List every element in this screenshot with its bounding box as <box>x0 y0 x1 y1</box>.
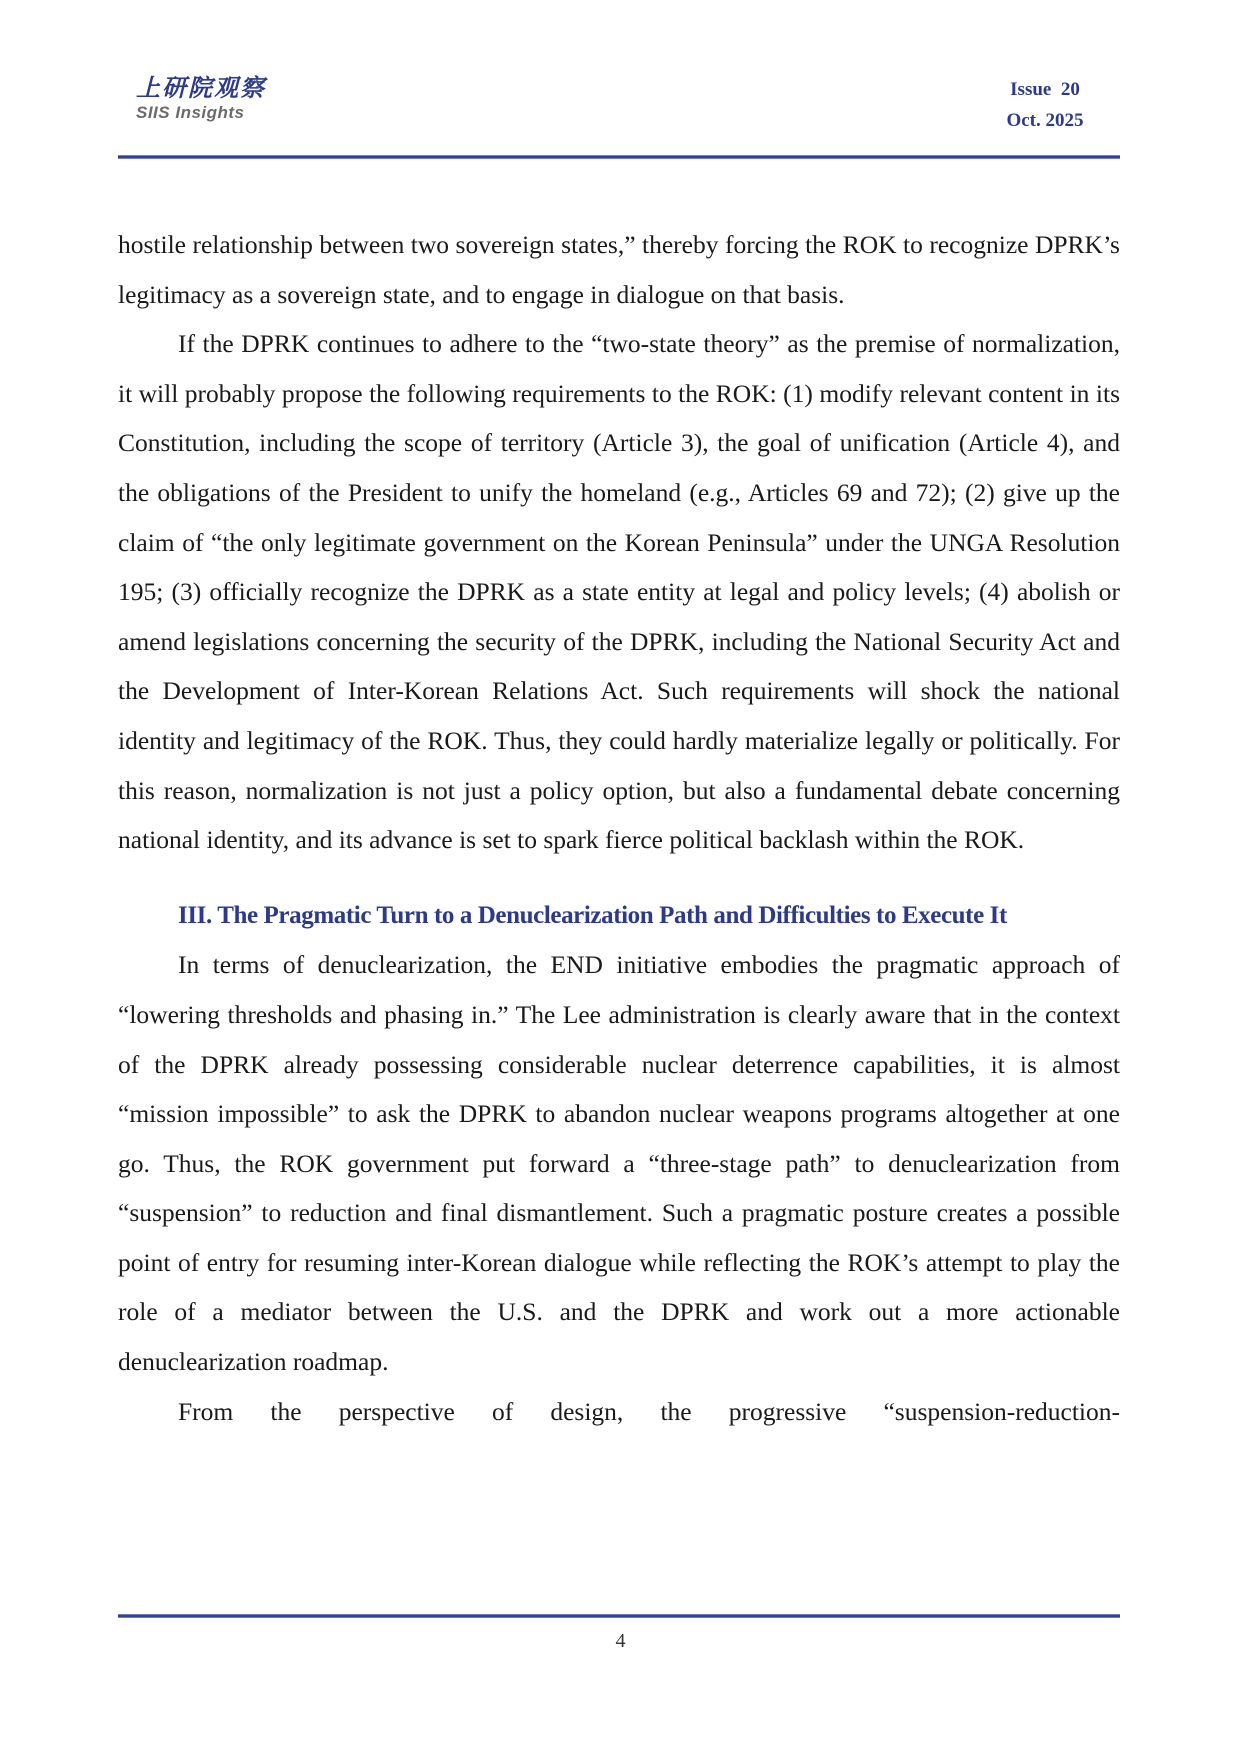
paragraph-design-perspective: From the perspective of design, the progressive “suspension-reduction- <box>178 1396 1120 1426</box>
section-heading: III. The Pragmatic Turn to a Denuclearization Path and Difficulties to Execute It <box>178 901 1007 929</box>
header-divider <box>118 155 1120 159</box>
paragraph-continuation: hostile relationship between two sovereign states,” thereby forcing the ROK to recognize DPRK’s legitimacy as a sovereign state, and to engage in dialogue on that basis. <box>118 230 1120 309</box>
paragraph-normalization-requirements: If the DPRK continues to adhere to the “two-state theory” as the premise of normalization, it will probably propose the following requirements to the ROK: (1) modify relevant content in its Constitution, including the scope of territory (Article 3), the goal of unification (Article 4), and the obligations of the President to unify the homeland (e.g., Articles 69 and 72); (2) give up the claim of “the only legitimate government on the Korean Peninsula” under the UNGA Resolution 195; (3) officially recognize the DPRK as a state entity at legal and policy levels; (4) abolish or amend legislations concerning the security of the DPRK, including the National Security Act and the Development of Inter-Korean Relations Act. Such requirements will shock the national identity and legitimacy of the ROK. Thus, they could hardly materialize legally or politically. For this reason, normalization is not just a policy option, but also a fundamental debate concerning national identity, and its advance is set to spark fierce political backlash within the ROK. <box>118 329 1120 855</box>
paragraph-denuclearization-approach: In terms of denuclearization, the END initiative embodies the pragmatic approach of “lowering thresholds and phasing in.” The Lee administration is clearly aware that in the context of the DPRK already possessing considerable nuclear deterrence capabilities, it is almost “mission impossible” to ask the DPRK to abandon nuclear weapons programs altogether at one go. Thus, the ROK government put forward a “three-stage path” to denuclearization from “suspension” to reduction and final dismantlement. Such a pragmatic posture creates a possible point of entry for resuming inter-Korean dialogue while reflecting the ROK’s attempt to play the role of a mediator between the U.S. and the DPRK and work out a more actionable denuclearization roadmap. <box>118 950 1120 1377</box>
publication-logo <box>136 74 266 122</box>
issue-number: Issue 20 <box>1010 79 1080 100</box>
article-body <box>118 220 1120 1436</box>
logo-chinese-title: 上研院观察 <box>136 73 266 102</box>
page-number: 4 <box>615 1630 626 1652</box>
issue-date: Oct. 2025 <box>1006 110 1084 131</box>
logo-english-title: SIIS Insights <box>136 103 245 122</box>
footer-divider <box>118 1614 1120 1618</box>
issue-info <box>1000 74 1090 136</box>
